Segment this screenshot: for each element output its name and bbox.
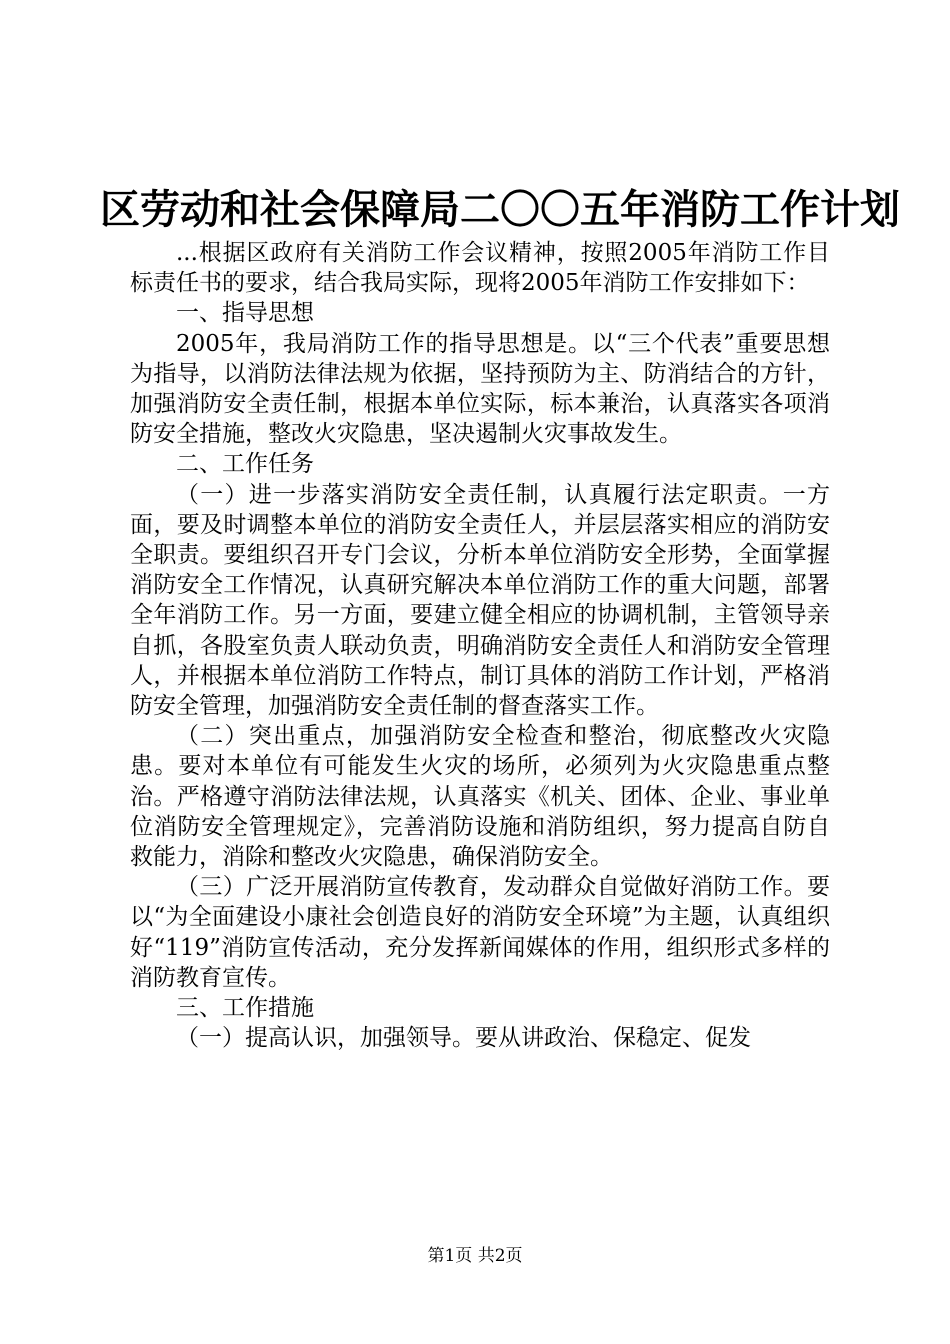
- task-2-paragraph: （二）突出重点，加强消防安全检查和整治，彻底整改火灾隐患。要对本单位有可能发生火灾的场所，必须列为火灾隐患重点整治。严格遵守消防法律法规，认真落实《机关、团体、企业、事业单位消防安全管理规定》，完善消防设施和消防组织，努力提高自防自救能力，消除和整改火灾隐患，确保消防安全。: [130, 723, 830, 871]
- section-heading-work-measures: 三、工作措施: [176, 995, 314, 1022]
- guiding-thought-paragraph: 2005年，我局消防工作的指导思想是。以“三个代表”重要思想为指导，以消防法律法规为依据，坚持预防为主、防消结合的方针，加强消防安全责任制，根据本单位实际，标本兼治，认真落实各项消防安全措施，整改火灾隐患，坚决遏制火灾事故发生。: [130, 330, 830, 448]
- measure-1-paragraph: （一）提高认识，加强领导。要从讲政治、保稳定、促发: [176, 1025, 751, 1052]
- page-footer: 第1页 共2页: [427, 1246, 523, 1266]
- intro-paragraph: ...根据区政府有关消防工作会议精神，按照2005年消防工作目标责任书的要求，结合我局实际，现将2005年消防工作安排如下：: [130, 240, 830, 297]
- section-heading-guiding-thought: 一、指导思想: [176, 300, 314, 327]
- document-body: [130, 238, 830, 1053]
- document-title: 区劳动和社会保障局二〇〇五年消防工作计划: [100, 186, 900, 233]
- task-1-paragraph: （一）进一步落实消防安全责任制，认真履行法定职责。一方面，要及时调整本单位的消防安全责任人，并层层落实相应的消防安全职责。要组织召开专门会议，分析本单位消防安全形势，全面掌握消防安全工作情况，认真研究解决本单位消防工作的重大问题，部署全年消防工作。另一方面，要建立健全相应的协调机制，主管领导亲自抓，各股室负责人联动负责，明确消防安全责任人和消防安全管理人，并根据本单位消防工作特点，制订具体的消防工作计划，严格消防安全管理，加强消防安全责任制的督查落实工作。: [130, 481, 830, 720]
- section-heading-work-tasks: 二、工作任务: [176, 451, 314, 478]
- task-3-paragraph: （三）广泛开展消防宣传教育，发动群众自觉做好消防工作。要以“为全面建设小康社会创造良好的消防安全环境”为主题，认真组织好“119”消防宣传活动，充分发挥新闻媒体的作用，组织形式多样的消防教育宣传。: [130, 874, 830, 991]
